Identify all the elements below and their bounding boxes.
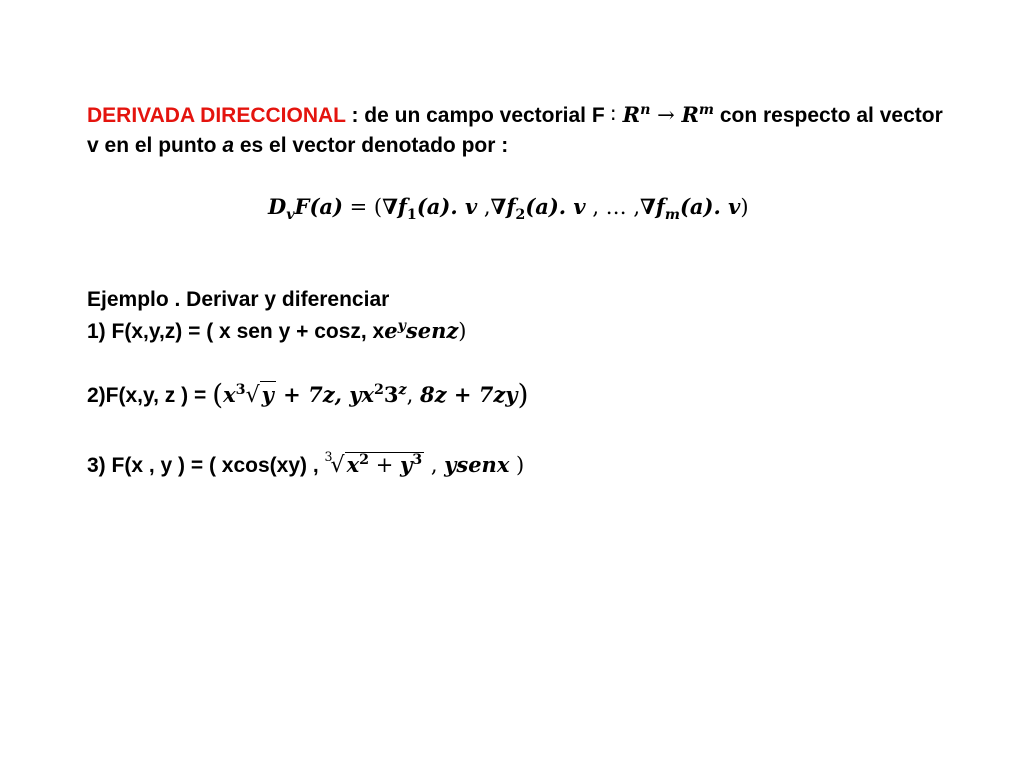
formula-sep-1: ,	[477, 195, 491, 219]
example-3-x-exp: 2	[359, 452, 370, 468]
example-3-radicand	[345, 452, 425, 477]
codomain-exponent: m	[698, 102, 714, 118]
definition-point: a	[222, 134, 235, 157]
example-2-y: y	[261, 382, 274, 407]
example-2-x: x	[223, 382, 236, 407]
example-heading: Ejemplo . Derivar y diferenciar	[87, 288, 390, 311]
example-2-close: )	[517, 378, 529, 411]
formula-term-m: (a). v	[680, 194, 741, 219]
formula-ellipsis: , … ,	[585, 195, 641, 219]
example-3-x: x	[346, 452, 360, 477]
example-2-three: 3	[383, 382, 399, 407]
formula-grad-f2: ∇f	[490, 194, 516, 219]
definition-line2-b: es el vector denotado por :	[234, 134, 509, 157]
example-3-sep: ,	[424, 453, 445, 477]
domain-exponent: n	[640, 102, 651, 118]
example-3-prefix: 3) F(x , y ) = ( xcos(xy) ,	[87, 454, 325, 477]
example-2	[87, 378, 529, 411]
example-1	[87, 318, 467, 345]
example-2-yx: yx	[349, 382, 374, 407]
formula-D: D	[268, 194, 287, 219]
example-3	[87, 448, 525, 481]
example-1-e: e	[384, 318, 398, 343]
example-1-close: )	[458, 319, 467, 343]
directional-derivative-formula	[268, 193, 749, 222]
example-2-prefix: 2)F(x,y, z ) =	[87, 384, 213, 407]
example-3-sqrt: √	[330, 453, 345, 478]
definition-line-2	[87, 133, 508, 159]
definition-term: DERIVADA DIRECCIONAL	[87, 104, 346, 127]
formula-grad-fm: ∇f	[640, 194, 665, 219]
definition-line2-a: v en el punto	[87, 134, 223, 157]
example-2-yx-exp: 2	[373, 382, 384, 398]
example-3-plus: +	[369, 453, 400, 477]
example-3-radical	[324, 448, 425, 481]
example-2-comma: ,	[406, 383, 421, 407]
formula-term-2: (a). v	[525, 194, 586, 219]
formula-sub-m: m	[664, 207, 680, 224]
example-2-x-exp: 3	[235, 382, 246, 398]
example-2-sqrt: √	[245, 383, 260, 408]
formula-term-1: (a). v	[416, 194, 478, 219]
example-2-8z: 8z + 7zy	[420, 382, 518, 407]
formula-sub-1: 1	[406, 207, 417, 224]
definition-text: : de un campo vectorial F	[345, 104, 611, 127]
domain-R: R	[622, 102, 641, 127]
example-1-prefix: 1) F(x,y,z) = ( x sen y + cosz, x	[87, 320, 385, 343]
example-2-plus7z: + 7z,	[275, 382, 350, 407]
definition-line-1	[87, 102, 943, 129]
example-2-open: (	[212, 378, 224, 411]
example-3-y-exp: 3	[412, 452, 423, 468]
example-1-exponent: y	[397, 318, 406, 334]
formula-F: F	[294, 194, 310, 219]
example-3-y: y	[400, 452, 413, 477]
example-3-close: )	[509, 453, 525, 477]
example-1-senz: senz	[405, 318, 459, 343]
definition-tail: con respecto al vector	[714, 104, 943, 127]
formula-equals: = (	[342, 195, 383, 219]
codomain-R: R	[681, 102, 699, 127]
formula-sub-2: 2	[515, 207, 526, 224]
formula-D-sub: v	[286, 207, 295, 224]
example-3-root-index: 3	[324, 448, 333, 464]
example-2-three-exp: z	[398, 382, 407, 398]
formula-F-arg: (a)	[309, 194, 343, 219]
formula-grad-f1: ∇f	[382, 194, 407, 219]
mapping-arrow: →	[650, 103, 682, 127]
formula-close: )	[740, 195, 749, 219]
mapping-colon: ∶	[610, 103, 623, 127]
example-3-ysenx: ysenx	[444, 452, 510, 477]
